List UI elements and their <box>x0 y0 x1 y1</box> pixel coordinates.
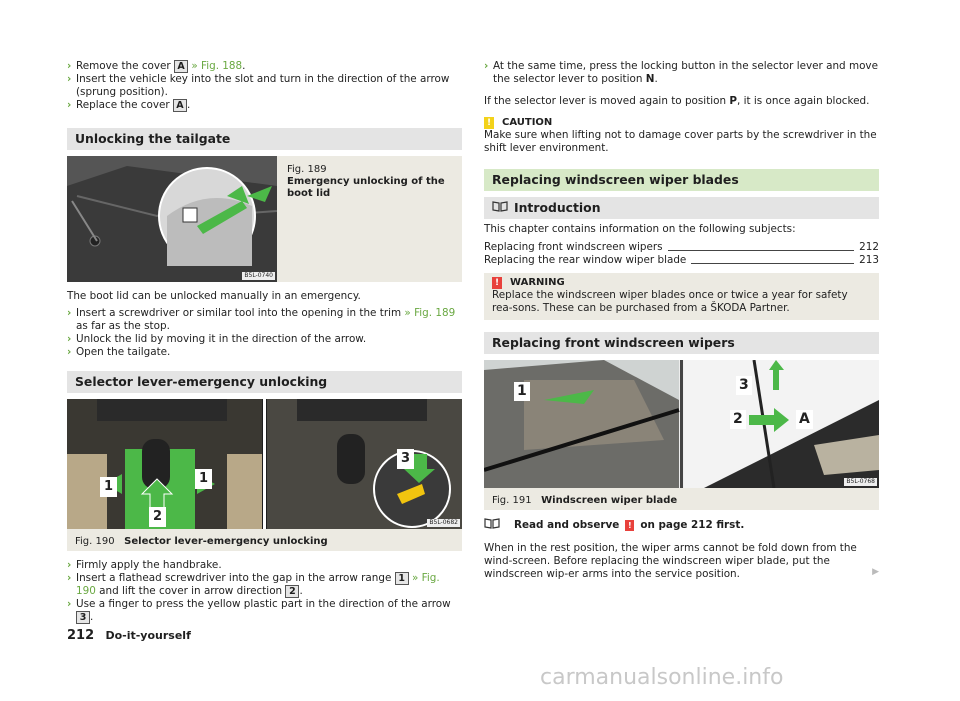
wiper-image <box>484 360 879 488</box>
toc-entry[interactable]: Replacing front windscreen wipers 212 <box>484 241 879 253</box>
page-footer <box>67 629 191 643</box>
caution-icon: ! <box>484 117 494 129</box>
figure-191 <box>484 360 879 510</box>
watermark: carmanualsonline.info <box>540 665 784 690</box>
toc-list <box>484 241 879 267</box>
chevron-icon: › <box>67 99 72 111</box>
chevron-icon: › <box>67 572 72 584</box>
callout-1: 1 <box>514 382 530 401</box>
figure-189 <box>67 156 462 282</box>
tailgate-body-text: The boot lid can be unlocked manually in an emergency. <box>67 290 361 302</box>
callout-3: 3 <box>736 376 752 395</box>
chapter-title: Do-it-yourself <box>105 629 191 642</box>
step-apply-handbrake: › Firmly apply the handbrake. <box>67 559 222 571</box>
figure-caption: Fig. 190 Selector lever-emergency unlocking <box>75 536 328 547</box>
warning-icon: ! <box>625 520 634 531</box>
figure-code: B5L-0768 <box>846 478 875 485</box>
heading-introduction: Introduction <box>484 197 879 219</box>
read-observe-note: Read and observe ! on page 212 first. <box>484 518 879 533</box>
left-column <box>67 60 462 624</box>
heading-wiper-blades: Replacing windscreen wiper blades <box>484 169 879 191</box>
tailgate-illustration <box>67 156 277 282</box>
blocked-text: If the selector lever is moved again to position P, it is once again blocked. <box>484 95 870 107</box>
key-label-a: A <box>174 60 188 73</box>
warning-block: ! WARNING Replace the windscreen wiper blades once or twice a year for safety rea-sons. These can be purchased from a ŠKODA Partner. <box>484 273 879 320</box>
step-press-locking-button: › At the same time, press the locking button in the selector lever and move the selector lever to position N. <box>484 60 878 85</box>
key-label-1: 1 <box>395 572 409 585</box>
callout-2: 2 <box>149 507 166 527</box>
fig-link[interactable]: » Fig. 190 <box>76 572 440 597</box>
key-label-2: 2 <box>285 585 299 598</box>
intro-text: This chapter contains information on the following subjects: <box>484 223 796 235</box>
key-label-a: A <box>173 99 187 112</box>
chevron-icon: › <box>67 307 72 319</box>
step-press-yellow: › Use a finger to press the yellow plastic part in the direction of the arrow 3 . <box>67 598 451 623</box>
step-unlock-lid: › Unlock the lid by moving it in the direction of the arrow. <box>67 333 367 345</box>
wiper-illustration <box>484 360 879 488</box>
warning-icon: ! <box>492 277 502 289</box>
step-insert-key: › Insert the vehicle key into the slot and turn in the direction of the arrow (sprung position). <box>67 73 450 98</box>
figure-code: B5L-0682 <box>429 519 458 526</box>
caution-text: Make sure when lifting not to damage cover parts by the screwdriver in the shift lever environment. <box>484 129 877 154</box>
selector-image <box>67 399 462 529</box>
chevron-icon: › <box>484 60 489 72</box>
callout-1-right: 1 <box>195 469 212 489</box>
key-label-3: 3 <box>76 611 90 624</box>
fig-link[interactable]: » Fig. 188 <box>191 60 243 72</box>
continue-arrow-icon: ▶ <box>872 567 879 577</box>
step-insert-flathead: › Insert a flathead screwdriver into the gap in the arrow range 1 » Fig. 190 and lift the cover in arrow direction 2 . <box>67 572 440 597</box>
figure-caption: Fig. 189 Emergency unlocking of the boot lid <box>287 164 445 199</box>
chevron-icon: › <box>67 73 72 85</box>
book-icon <box>492 200 508 216</box>
toc-entry[interactable]: Replacing the rear window wiper blade 213 <box>484 254 879 266</box>
warning-text: Replace the windscreen wiper blades once or twice a year for safety rea-sons. These can be purchased from a ŠKODA Partner. <box>492 289 848 314</box>
wiper-body-text: When in the rest position, the wiper arms cannot be fold down from the wind-screen. Before replacing the windscreen wiper blade, put the windscreen wip-er arms into the service position. ▶ <box>484 542 879 580</box>
fig-link[interactable]: » Fig. 189 <box>404 307 456 319</box>
callout-a: A <box>796 410 813 429</box>
chevron-icon: › <box>67 346 72 358</box>
heading-selector-lever: Selector lever-emergency unlocking <box>67 371 462 393</box>
step-insert-screwdriver: › Insert a screwdriver or similar tool into the opening in the trim » Fig. 189 as far as the stop. <box>67 307 456 332</box>
chevron-icon: › <box>67 333 72 345</box>
heading-front-wipers: Replacing front windscreen wipers <box>484 332 879 354</box>
right-column <box>484 60 879 581</box>
step-remove-cover: › Remove the cover A » Fig. 188. <box>67 60 246 72</box>
figure-code: B5L-0740 <box>244 272 273 279</box>
callout-2: 2 <box>730 410 746 429</box>
figure-190 <box>67 399 462 551</box>
step-open-tailgate: › Open the tailgate. <box>67 346 171 358</box>
callout-3: 3 <box>397 449 414 469</box>
page-number: 212 <box>67 628 95 643</box>
chevron-icon: › <box>67 598 72 610</box>
heading-unlocking-tailgate: Unlocking the tailgate <box>67 128 462 150</box>
book-icon <box>484 518 500 533</box>
caution-block: ! CAUTION Make sure when lifting not to damage cover parts by the screwdriver in the shift lever environment. <box>484 116 879 155</box>
tailgate-image <box>67 156 277 282</box>
callout-1-left: 1 <box>100 477 117 497</box>
figure-caption: Fig. 191 Windscreen wiper blade <box>492 495 678 506</box>
chevron-icon: › <box>67 60 72 72</box>
chevron-icon: › <box>67 559 72 571</box>
step-replace-cover: › Replace the cover A . <box>67 99 191 111</box>
